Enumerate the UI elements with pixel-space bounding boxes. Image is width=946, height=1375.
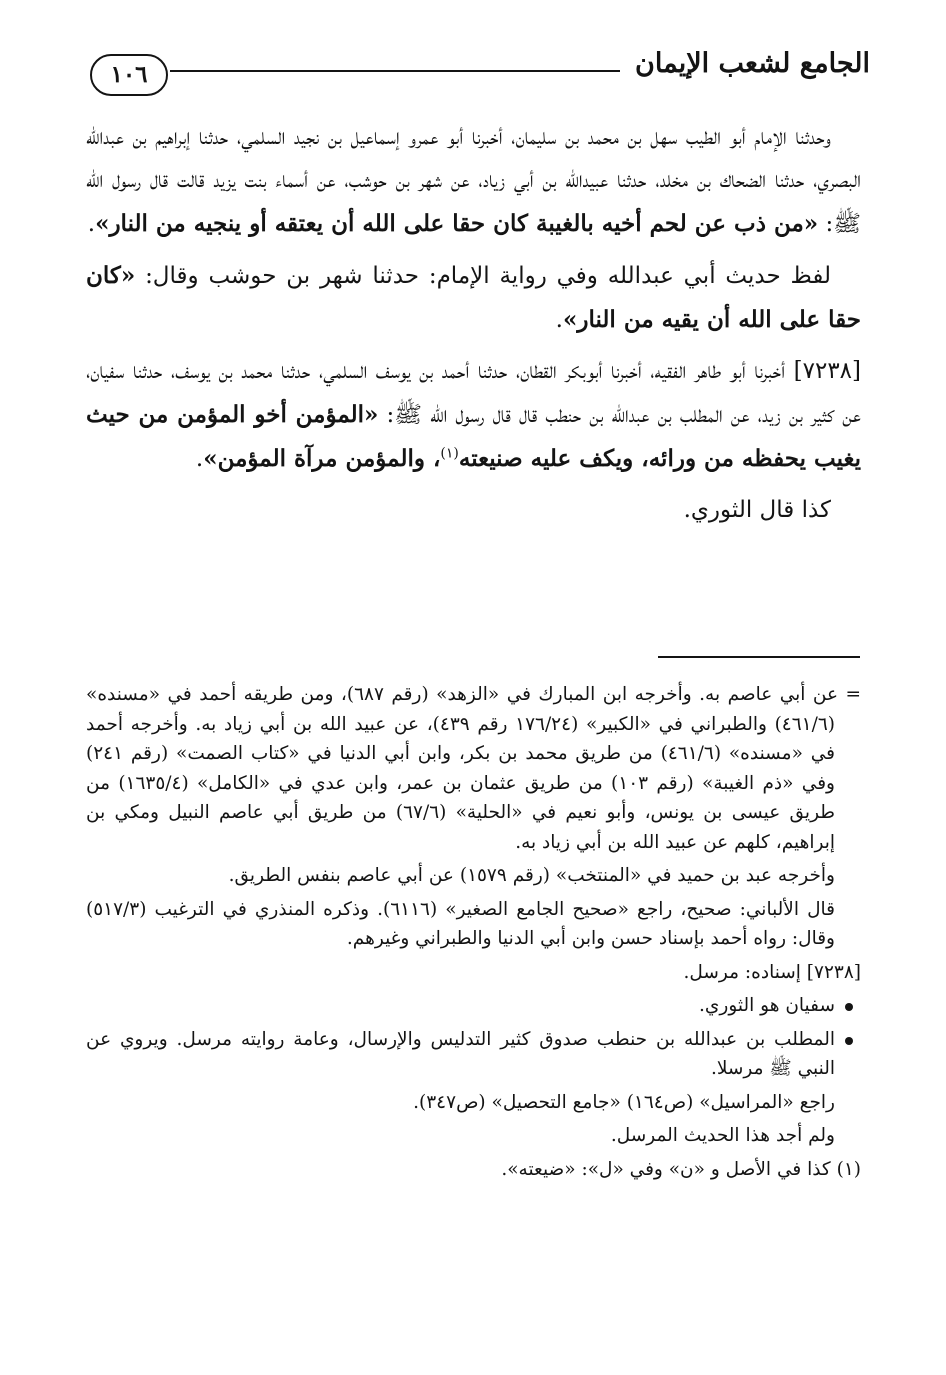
paragraph-2-note: لفظ حديث أبي عبدالله وفي رواية الإمام: حدثنا شهر بن حوشب وقال: <box>145 263 831 289</box>
bullet-2-text: المطلب بن عبدالله بن حنطب صدوق كثير التدليس والإرسال، وعامة روايته مرسل. ويروي عن النبي ﷺ مرسلا. <box>86 1028 835 1079</box>
footnotes <box>86 680 861 1188</box>
bullet-1-text: سفيان هو الثوري. <box>699 995 835 1016</box>
hadith-text-3-cont: ، والمؤمن مرآة المؤمن» <box>203 445 441 472</box>
paragraph-3 <box>86 350 861 481</box>
paragraph-3-chain: أخبرنا أبو طاهر الفقيه، أخبرنا أبوبكر القطان، حدثنا أحمد بن يوسف السلمي، حدثنا محمد بن يوسف، حدثنا سفيان، عن كثير بن زيد، عن المطلب بن عبدالله بن حنطب قال قال رسول الله ﷺ: <box>86 358 861 428</box>
footnote-bullet-1 <box>86 991 861 1021</box>
footnote-references: راجع «المراسيل» (ص١٦٤) «جامع التحصيل» (ص٣٤٧). <box>413 1091 835 1113</box>
footnote-albani: قال الألباني: صحيح، راجع «صحيح الجامع الصغير» (٦١١٦). وذكره المنذري في الترغيب (٥١٧/٣) وقال: رواه أحمد بإسناد حسن وابن أبي الدنيا والطبراني وغيرهم. <box>86 898 835 949</box>
paragraph-1-chain: وحدثنا الإمام أبو الطيب سهل بن محمد بن سليمان، أخبرنا أبو عمرو إسماعيل بن نجيد السلمي، حدثنا إبراهيم بن عبدالله البصري، حدثنا الضحاك بن مخلد، حدثنا عبيدالله بن أبي زياد، عن شهر بن حوشب، عن أسماء بنت يزيد قالت قال رسول الله ﷺ: <box>86 124 861 237</box>
hadith-text-3: «المؤمن أخو المؤمن من حيث يغيب يحفظه من ورائه، ويكف عليه صنيعته <box>86 401 861 472</box>
header-rule <box>170 70 620 72</box>
paragraph-1 <box>86 116 861 246</box>
footnote-marker: (١) <box>440 445 459 462</box>
hadith-number: [٧٢٣٨] <box>793 358 862 384</box>
page-header <box>70 44 870 100</box>
hadith-text-2: «كان حقا على الله أن يقيه من النار» <box>86 262 861 333</box>
paragraph-4: كذا قال الثوري. <box>683 497 831 523</box>
paragraph-3-end: . <box>195 446 204 472</box>
footnote-continuation: = عن أبي عاصم به. وأخرجه ابن المبارك في «الزهد» (رقم ٦٨٧)، ومن طريقه أحمد في «مسنده» (٤٦١/٦) والطبراني في «الكبير» (١٧٦/٢٤ رقم ٤٣٩)، عن عبيد الله بن أبي زياد به. وأخرجه أحمد في «مسنده» (٤٦١/٦) من طريق محمد بن بكر، وابن أبي الدنيا في «كتاب الصمت» (رقم ٢٤١) وفي «ذم الغيبة» (رقم ١٠٣) من طريق عثمان بن عمر، وابن عدي في «الكامل» (١٦٣٥/٤) من طريق عيسى بن يونس، وأبو نعيم في «الحلية» (٦٧/٦) من طريق أبي عاصم النبيل ومكي بن إبراهيم، كلهم عن عبيد الله بن أبي زياد به. <box>86 684 861 853</box>
page-number: ١٠٦ <box>90 54 168 96</box>
footnote-1: (١) كذا في الأصل و «ن» وفي «ل»: «ضيعته». <box>501 1158 861 1180</box>
main-text <box>86 116 861 540</box>
paragraph-2-end: . <box>555 307 563 333</box>
footnote-isnad: [٧٢٣٨] إسناده: مرسل. <box>683 961 861 983</box>
bullet-icon <box>845 1003 853 1011</box>
paragraph-2 <box>86 254 861 342</box>
bullet-icon <box>845 1037 853 1045</box>
book-title: الجامع لشعب الإيمان <box>635 48 870 79</box>
footnote-not-found: ولم أجد هذا الحديث المرسل. <box>610 1125 835 1146</box>
footnote-separator <box>658 656 860 658</box>
footnote-bullet-2 <box>86 1025 861 1084</box>
footnote-line-abd: وأخرجه عبد بن حميد في «المنتخب» (رقم ١٥٧٩) عن أبي عاصم بنفس الطريق. <box>228 865 835 886</box>
paragraph-1-end: . <box>87 211 96 237</box>
hadith-text-1: «من ذب عن لحم أخيه بالغيبة كان حقا على الله أن يعتقه أو ينجيه من النار» <box>95 210 819 237</box>
